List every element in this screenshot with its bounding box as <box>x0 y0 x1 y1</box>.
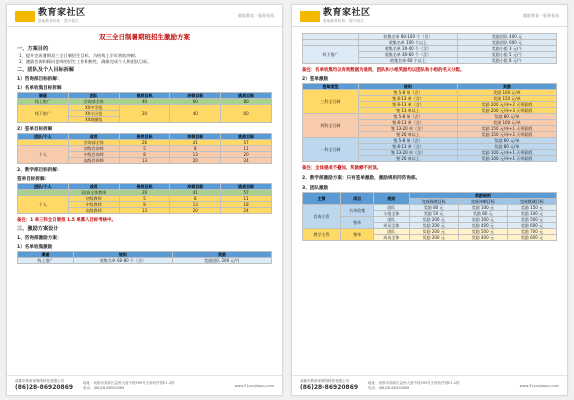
table-cell: 8 <box>170 196 221 202</box>
table-cell: 40 <box>170 105 221 123</box>
table-cell: 签 5-8 单（含） <box>358 90 457 96</box>
table-cell: 奖励 700 元 <box>507 229 556 235</box>
table-cell: 中级教师 <box>68 202 119 208</box>
table-cell: 26 <box>119 140 170 146</box>
table-cell: 41 <box>170 190 221 196</box>
table-cell: 奖励团队 400 元 <box>457 34 556 40</box>
table-header-cell: 规则 <box>374 193 410 205</box>
table-cell: 签 8-13 单（含） <box>358 96 457 102</box>
table-cell: 线上推广 <box>18 258 74 264</box>
footer-phone: (86)28-86920869 <box>15 384 74 391</box>
table-header-cell: 冲刺目标 <box>170 134 221 140</box>
table-cell: 团队 <box>374 229 410 235</box>
sub-heading: 2）签单激励 <box>302 77 329 82</box>
table-cell: 成员全体 <box>374 235 410 241</box>
table-header-cell: 团队/个人 <box>18 184 69 190</box>
sub-heading: 2）签单目标拆解 <box>17 127 53 132</box>
document-title: 双三全日制暑期班招生激励方案 <box>99 33 190 41</box>
table-cell: 11 <box>221 146 272 152</box>
table-cell: 奖励团队 200 元/月 <box>172 258 271 264</box>
table-cell: 签单 <box>341 229 374 241</box>
page-body <box>302 31 557 371</box>
table-cell: 签 13 单以上 <box>358 108 457 114</box>
table-cell: 奖励 100 元/单 <box>457 120 556 126</box>
page-footer <box>7 375 282 395</box>
table-header-cell: 保底目标 <box>119 134 170 140</box>
footer-url[interactable]: www.51youjiaoyu.com <box>519 384 559 388</box>
table-row <box>303 46 557 52</box>
table-cell: 奖励 200 元/单+3 天带薪假 <box>457 108 556 114</box>
table-cell: 签 13-20 单（含） <box>358 150 457 156</box>
table-cell: 60 <box>221 105 272 123</box>
table-cell: 20 <box>119 105 170 123</box>
table-cell: 签 8-13 单（含） <box>358 102 457 108</box>
table-cell: 奖励 400 元 <box>458 235 507 241</box>
table-cell: 奖励小组 8 元/个 <box>457 58 556 64</box>
table-cell: 奖励 150 元/单+2 天带薪假 <box>457 132 556 138</box>
table-cell: 签单 <box>341 217 374 229</box>
document-page-1 <box>6 4 283 396</box>
table-cell: 奖励 50 元 <box>409 211 458 217</box>
sign-incentive-table <box>302 83 557 162</box>
sub-heading: 1）名单收集目标拆解 <box>17 86 62 91</box>
footer-address-line: 电话：(86)28-86920869 <box>368 386 410 390</box>
table-cell: 奖励 300 元 <box>458 217 507 223</box>
table-header-cell: 完成挑战目标 <box>507 199 556 205</box>
section-heading: 二、团队及个人目标拆解 <box>17 67 75 73</box>
footer-phone: (86)28-86920869 <box>300 384 359 391</box>
table-cell: 8 <box>119 202 170 208</box>
table-cell: 20 <box>170 158 221 164</box>
table-header-cell: 规则 <box>358 84 457 90</box>
table-cell: 奖励 100 元/单 <box>457 90 556 96</box>
page-body <box>17 31 272 371</box>
table-cell: 57 <box>221 190 272 196</box>
table-cell: 签 20 单以上 <box>358 132 457 138</box>
table-cell: 咨询部全体 <box>68 140 119 146</box>
table-header-cell: 渠道 <box>18 252 74 258</box>
table-header-cell: 冲刺目标 <box>170 93 221 99</box>
table-header-cell: 完成冲刺目标 <box>458 199 507 205</box>
table-header-cell: 奖励 <box>172 252 271 258</box>
table-header-cell: 团队 <box>68 93 119 99</box>
table-header-cell: 奖励 <box>457 84 556 90</box>
table-header-cell: 保底目标 <box>119 93 170 99</box>
footer-company: 成都市教育家网络科技有限公司 <box>15 379 64 383</box>
footer-address <box>368 381 460 391</box>
consult-sign-target-table <box>17 133 272 164</box>
table-cell: 签 5-8 单（含） <box>358 138 457 144</box>
table-cell: 20 <box>221 152 272 158</box>
table-cell: 两科全日制 <box>303 114 359 138</box>
table-cell: 奖励 100 元 <box>458 205 507 211</box>
list-incentive-table-continued <box>302 33 557 64</box>
sub-heading: 1）咨询部目标拆解： <box>17 77 62 82</box>
sub-heading: 2、教学部激励方案：只有签单激励，激励规则同咨询部。 <box>302 176 421 181</box>
table-cell: 24 <box>221 208 272 214</box>
table-cell: 收集名单 80-100 个（含） <box>358 34 457 40</box>
table-cell: 奖励 200 元/单+2 天带薪假 <box>457 102 556 108</box>
table-cell: 签 8-13 单（含） <box>358 144 457 150</box>
table-header-cell: 项目 <box>341 193 374 205</box>
table-cell: 小组全体 <box>374 211 410 217</box>
table-header-cell: 完成保底目标 <box>409 199 458 205</box>
table-cell: 41 <box>170 140 221 146</box>
table-header-cell: 挑战目标 <box>221 93 272 99</box>
table-cell: 奖励 150 元/单+1 天带薪假 <box>457 126 556 132</box>
table-cell: 60 <box>170 99 221 105</box>
table-cell: 24 <box>221 158 272 164</box>
table-cell: 5 <box>119 196 170 202</box>
brand-tagline: 帮助教育机构 · 提升招生 <box>323 19 364 23</box>
table-cell: 奖励 600 元 <box>507 223 556 229</box>
table-header-cell: 冲刺目标 <box>170 184 221 190</box>
table-cell: 奖励 80 元/单 <box>457 144 556 150</box>
header-slogan: 赋能教育 · 服务家园 <box>523 13 559 18</box>
table-cell: 奖励 100 元/单+1 天带薪假 <box>457 156 556 162</box>
table-cell: 奖励 500 元 <box>458 229 507 235</box>
table-cell: 5 <box>119 146 170 152</box>
paragraph: 2、激励咨询和顾问老师的招生工作积极性，确保完成个人和团队目标。 <box>19 58 152 64</box>
table-cell: 奖励 80 元 <box>409 205 458 211</box>
table-cell: 个人 <box>18 146 69 164</box>
table-cell: 13 <box>170 152 221 158</box>
brand-logo-icon <box>300 11 320 22</box>
page-header <box>292 5 567 27</box>
table-header-cell: 签单类型 <box>303 84 359 90</box>
sub-heading: 1）名单收集激励 <box>17 245 53 250</box>
note-text: 备注：全体提成不叠加，奖励额不封顶。 <box>302 166 382 171</box>
table-cell: 13 <box>170 202 221 208</box>
table-cell: 20 <box>170 208 221 214</box>
table-cell: 奖励 200 元 <box>409 223 458 229</box>
table-cell: 咨询主管 <box>303 205 341 229</box>
table-cell: XX商圈组 <box>68 117 119 123</box>
table-cell: 收集名单 20-40 个（含） <box>358 46 457 52</box>
table-cell: 奖励 400 元 <box>458 223 507 229</box>
table-cell: 团队 <box>374 205 410 211</box>
table-cell: 奖励 100 元/单+1 天带薪假 <box>457 150 556 156</box>
table-cell: 奖励小组 5 元/个 <box>457 52 556 58</box>
paragraph: 1、提升完成暑期双三全日制招生目标，为机构上半年营收冲刺； <box>19 53 139 58</box>
table-cell: 奖励 100 元 <box>507 211 556 217</box>
table-cell: 收集名单 60-80 个（含） <box>73 258 172 264</box>
brand-name: 教育家社区 <box>38 8 86 18</box>
table-cell: 初级咨询师 <box>68 146 119 152</box>
footer-url[interactable]: www.51youjiaoyu.com <box>234 384 274 388</box>
table-cell: 咨询部全体 <box>68 99 119 105</box>
table-cell: 高级教师 <box>68 208 119 214</box>
header-slogan: 赋能教育 · 服务家园 <box>238 13 274 18</box>
table-row <box>18 105 272 111</box>
sub-heading: 2、教学部目标拆解： <box>17 168 62 173</box>
brand-logo-icon <box>15 11 35 22</box>
table-cell: 奖励 600 元 <box>507 235 556 241</box>
table-cell: 团队 <box>374 217 410 223</box>
table-cell: 签 8-13 单（含） <box>358 120 457 126</box>
table-cell: 名单收集 <box>341 205 374 217</box>
table-cell: XX小区组 <box>68 111 119 117</box>
table-cell: 收集名单 60 个以上 <box>358 58 457 64</box>
table-cell: 奖励 200 元 <box>409 217 458 223</box>
table-cell: 高级咨询师 <box>68 158 119 164</box>
table-cell: 奖励 200 元 <box>409 229 458 235</box>
teaching-sign-target-table <box>17 183 272 214</box>
team-incentive-table <box>302 192 557 241</box>
brand-tagline: 帮助教育机构 · 提升招生 <box>38 19 79 23</box>
table-cell: 三科全日制 <box>303 90 359 114</box>
table-cell: 奖励 80 元/单 <box>457 114 556 120</box>
table-cell: 签 20 单以上 <box>358 156 457 162</box>
table-cell: 40 <box>119 99 170 105</box>
table-cell: 奖励 200 元 <box>409 235 458 241</box>
table-cell: 个人 <box>18 196 69 214</box>
table-header-cell: 渠道 <box>18 93 69 99</box>
table-cell: 签 5-8 单（含） <box>358 114 457 120</box>
sub-heading: 3、团队激励 <box>302 186 329 191</box>
table-cell: 18 <box>221 202 272 208</box>
footer-address <box>83 381 175 391</box>
table-cell: 奖励 60 元/单 <box>457 138 556 144</box>
table-cell: 线下推广 <box>18 105 69 123</box>
table-row <box>18 258 272 264</box>
table-cell: 线下推广 <box>303 46 359 64</box>
sub-heading: 签单目标拆解： <box>17 177 50 182</box>
table-header-cell: 规则 <box>73 252 172 258</box>
table-cell: 57 <box>221 140 272 146</box>
list-target-table <box>17 92 272 123</box>
table-header-cell: 成员 <box>68 184 119 190</box>
note-text: 备注：名单收集均以有效数据为准则，团队和小组奖励均以团队和小组的名义分配。 <box>302 68 465 73</box>
list-incentive-table <box>17 251 272 264</box>
table-cell: 收集名单 100 个以上 <box>358 40 457 46</box>
document-page-2 <box>291 4 568 396</box>
table-cell: 中级咨询师 <box>68 152 119 158</box>
footer-address-line: 地址：成都市高新区益州大道中段599号天府软件园E1-2栋 <box>83 381 175 385</box>
section-heading: 三、激励方案设计 <box>17 226 59 232</box>
table-cell: 签 13-20 单（含） <box>358 126 457 132</box>
page-header <box>7 5 282 27</box>
table-header-cell: 奖励规则 <box>409 193 556 199</box>
table-cell: 线上推广 <box>18 99 69 105</box>
table-cell: 26 <box>119 190 170 196</box>
footer-address-line: 电话：(86)28-86920869 <box>83 386 125 390</box>
table-header-cell: 保底目标 <box>119 184 170 190</box>
table-header-cell: 团队/个人 <box>18 134 69 140</box>
table-cell: 双/高全体教师 <box>68 190 119 196</box>
table-header-cell: 挑战目标 <box>221 184 272 190</box>
table-header-cell: 成员 <box>68 134 119 140</box>
table-cell: 8 <box>170 146 221 152</box>
table-cell: 奖励 150 元 <box>507 205 556 211</box>
table-cell: XX中学组 <box>68 105 119 111</box>
sub-heading: 1、咨询部激励方案： <box>17 236 62 241</box>
table-cell: 一科全日制 <box>303 138 359 162</box>
table-cell: 奖励 500 元 <box>507 217 556 223</box>
table-cell: 奖励 150 元/单 <box>457 96 556 102</box>
table-cell: 奖励小组 3 元/个 <box>457 46 556 52</box>
table-cell: 13 <box>119 158 170 164</box>
table-cell: 11 <box>221 196 272 202</box>
table-cell: 8 <box>119 152 170 158</box>
footer-company: 成都市教育家网络科技有限公司 <box>300 379 349 383</box>
table-header-cell: 挑战目标 <box>221 134 272 140</box>
table-cell: 成员全体 <box>374 223 410 229</box>
section-heading: 一、方案目的 <box>17 46 49 52</box>
table-cell: 教学主管 <box>303 229 341 241</box>
note-text: 备注：1 单三科全日制按 1.5 单算入目标考核中。 <box>17 218 116 223</box>
table-cell: 13 <box>119 208 170 214</box>
table-header-cell: 主管 <box>303 193 341 205</box>
footer-address-line: 地址：成都市高新区益州大道中段599号天府软件园E1-2栋 <box>368 381 460 385</box>
table-cell: 奖励 80 元 <box>458 211 507 217</box>
brand-name: 教育家社区 <box>323 8 371 18</box>
table-cell: 奖励团队 600 元 <box>457 40 556 46</box>
table-cell: 初级教师 <box>68 196 119 202</box>
page-footer <box>292 375 567 395</box>
table-cell: 80 <box>221 99 272 105</box>
table-cell: 收集名单 40-60 个（含） <box>358 52 457 58</box>
